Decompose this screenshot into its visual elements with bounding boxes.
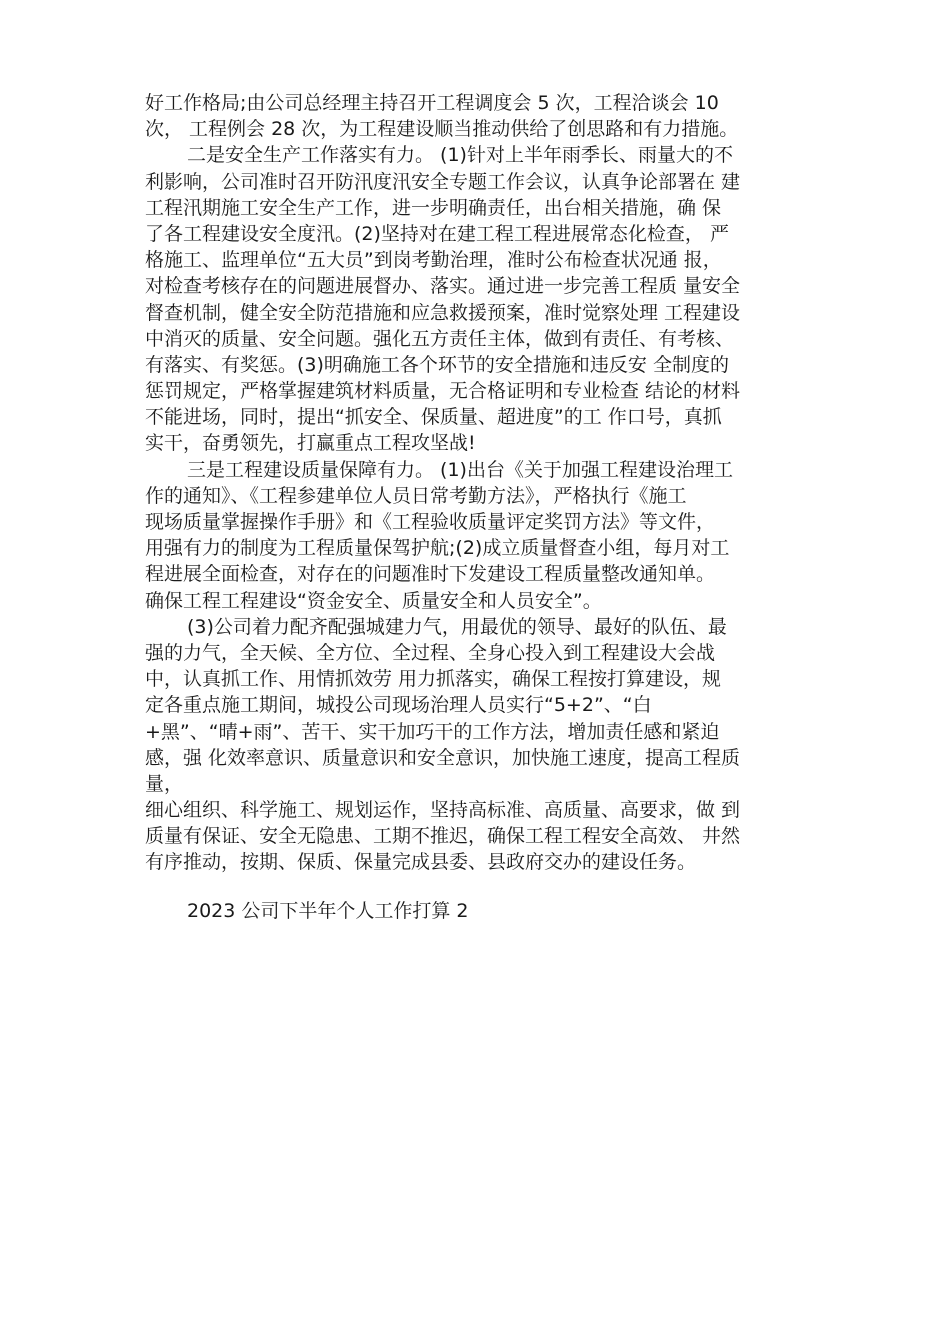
text-line: 细心组织、科学施工、规划运作，坚持高标准、高质量、高要求，做 到 — [145, 799, 741, 822]
text-line: 二是安全生产工作落实有力。 (1)针对上半年雨季长、雨量大的不 — [187, 144, 733, 167]
text-line: 不能进场，同时，提出“抓安全、保质量、超进度”的工 作口号，真抓 — [145, 406, 722, 429]
text-line: 质量有保证、安全无隐患、工期不推迟，确保工程工程安全高效、 井然 — [145, 825, 741, 848]
section-heading: 2023 公司下半年个人工作打算 2 — [187, 899, 469, 922]
text-line: 三是工程建设质量保障有力。 (1)出台《关于加强工程建设治理工 — [187, 458, 733, 481]
paragraph-gap — [145, 876, 817, 898]
text-line: 强的力气，全天候、全方位、全过程、全身心投入到工程建设大会战 — [145, 641, 716, 664]
text-line: 有落实、有奖惩。(3)明确施工各个环节的安全措施和违反安 全制度的 — [145, 353, 729, 376]
text-line: (3)公司着力配齐配强城建力气，用最优的领导、最好的队伍、最 — [187, 615, 727, 638]
text-line: 督查机制，健全安全防范措施和应急救援预案，准时觉察处理 工程建设 — [145, 301, 741, 324]
text-line: 确保工程工程建设“资金安全、质量安全和人员安全”。 — [145, 589, 602, 612]
text-line: 作的通知》、《工程参建单位人员日常考勤方法》，严格执行《施工 — [145, 484, 687, 507]
text-line: 格施工、监理单位“五大员”到岗考勤治理，准时公布检查状况通 报， — [145, 249, 722, 272]
text-line: 现场质量掌握操作手册》和《工程验收质量评定奖罚方法》等文件， — [145, 511, 716, 533]
text-line: 程进展全面检查，对存在的问题准时下发建设工程质量整改通知单。 — [145, 563, 716, 586]
text-line: 感，强 化效率意识、质量意识和安全意识，加快施工速度，提高工程质 — [145, 746, 741, 769]
text-line: 次， 工程例会 28 次，为工程建设顺当推动供给了创思路和有力措施。 — [145, 118, 739, 141]
text-line: 惩罚规定，严格掌握建筑材料质量，无合格证明和专业检查 结论的材料 — [145, 380, 741, 403]
text-line: +黑”、“晴+雨”、苦干、实干加巧干的工作方法，增加责任感和紧迫 — [145, 720, 720, 743]
text-line: 中，认真抓工作、用情抓效劳 用力抓落实，确保工程按打算建设，规 — [145, 668, 722, 691]
text-line: 定各重点施工期间，城投公司现场治理人员实行“5+2”、“白 — [145, 694, 652, 717]
text-line: 用强有力的制度为工程质量保驾护航;(2)成立质量督查小组，每月对工 — [145, 537, 730, 560]
text-line: 实干，奋勇领先，打赢重点工程攻坚战! — [145, 432, 476, 455]
text-line: 量， — [145, 772, 184, 795]
text-line: 有序推动，按期、保质、保量完成县委、县政府交办的建设任务。 — [145, 851, 697, 874]
text-line: 了各工程建设安全度汛。(2)坚持对在建工程工程进展常态化检查， 严 — [145, 222, 729, 245]
text-line: 中消灭的质量、安全问题。强化五方责任主体，做到有责任、有考核、 — [145, 327, 735, 350]
text-line: 对检查考核存在的问题进展督办、落实。通过进一步完善工程质 量安全 — [145, 275, 741, 298]
text-line: 好工作格局;由公司总经理主持召开工程调度会 5 次，工程洽谈会 10 — [145, 92, 719, 114]
document-body — [145, 90, 817, 924]
text-line: 工程汛期施工安全生产工作，进一步明确责任，出台相关措施，确 保 — [145, 196, 722, 219]
text-line: 利影响，公司准时召开防汛度汛安全专题工作会议，认真争论部署在 建 — [145, 170, 741, 193]
